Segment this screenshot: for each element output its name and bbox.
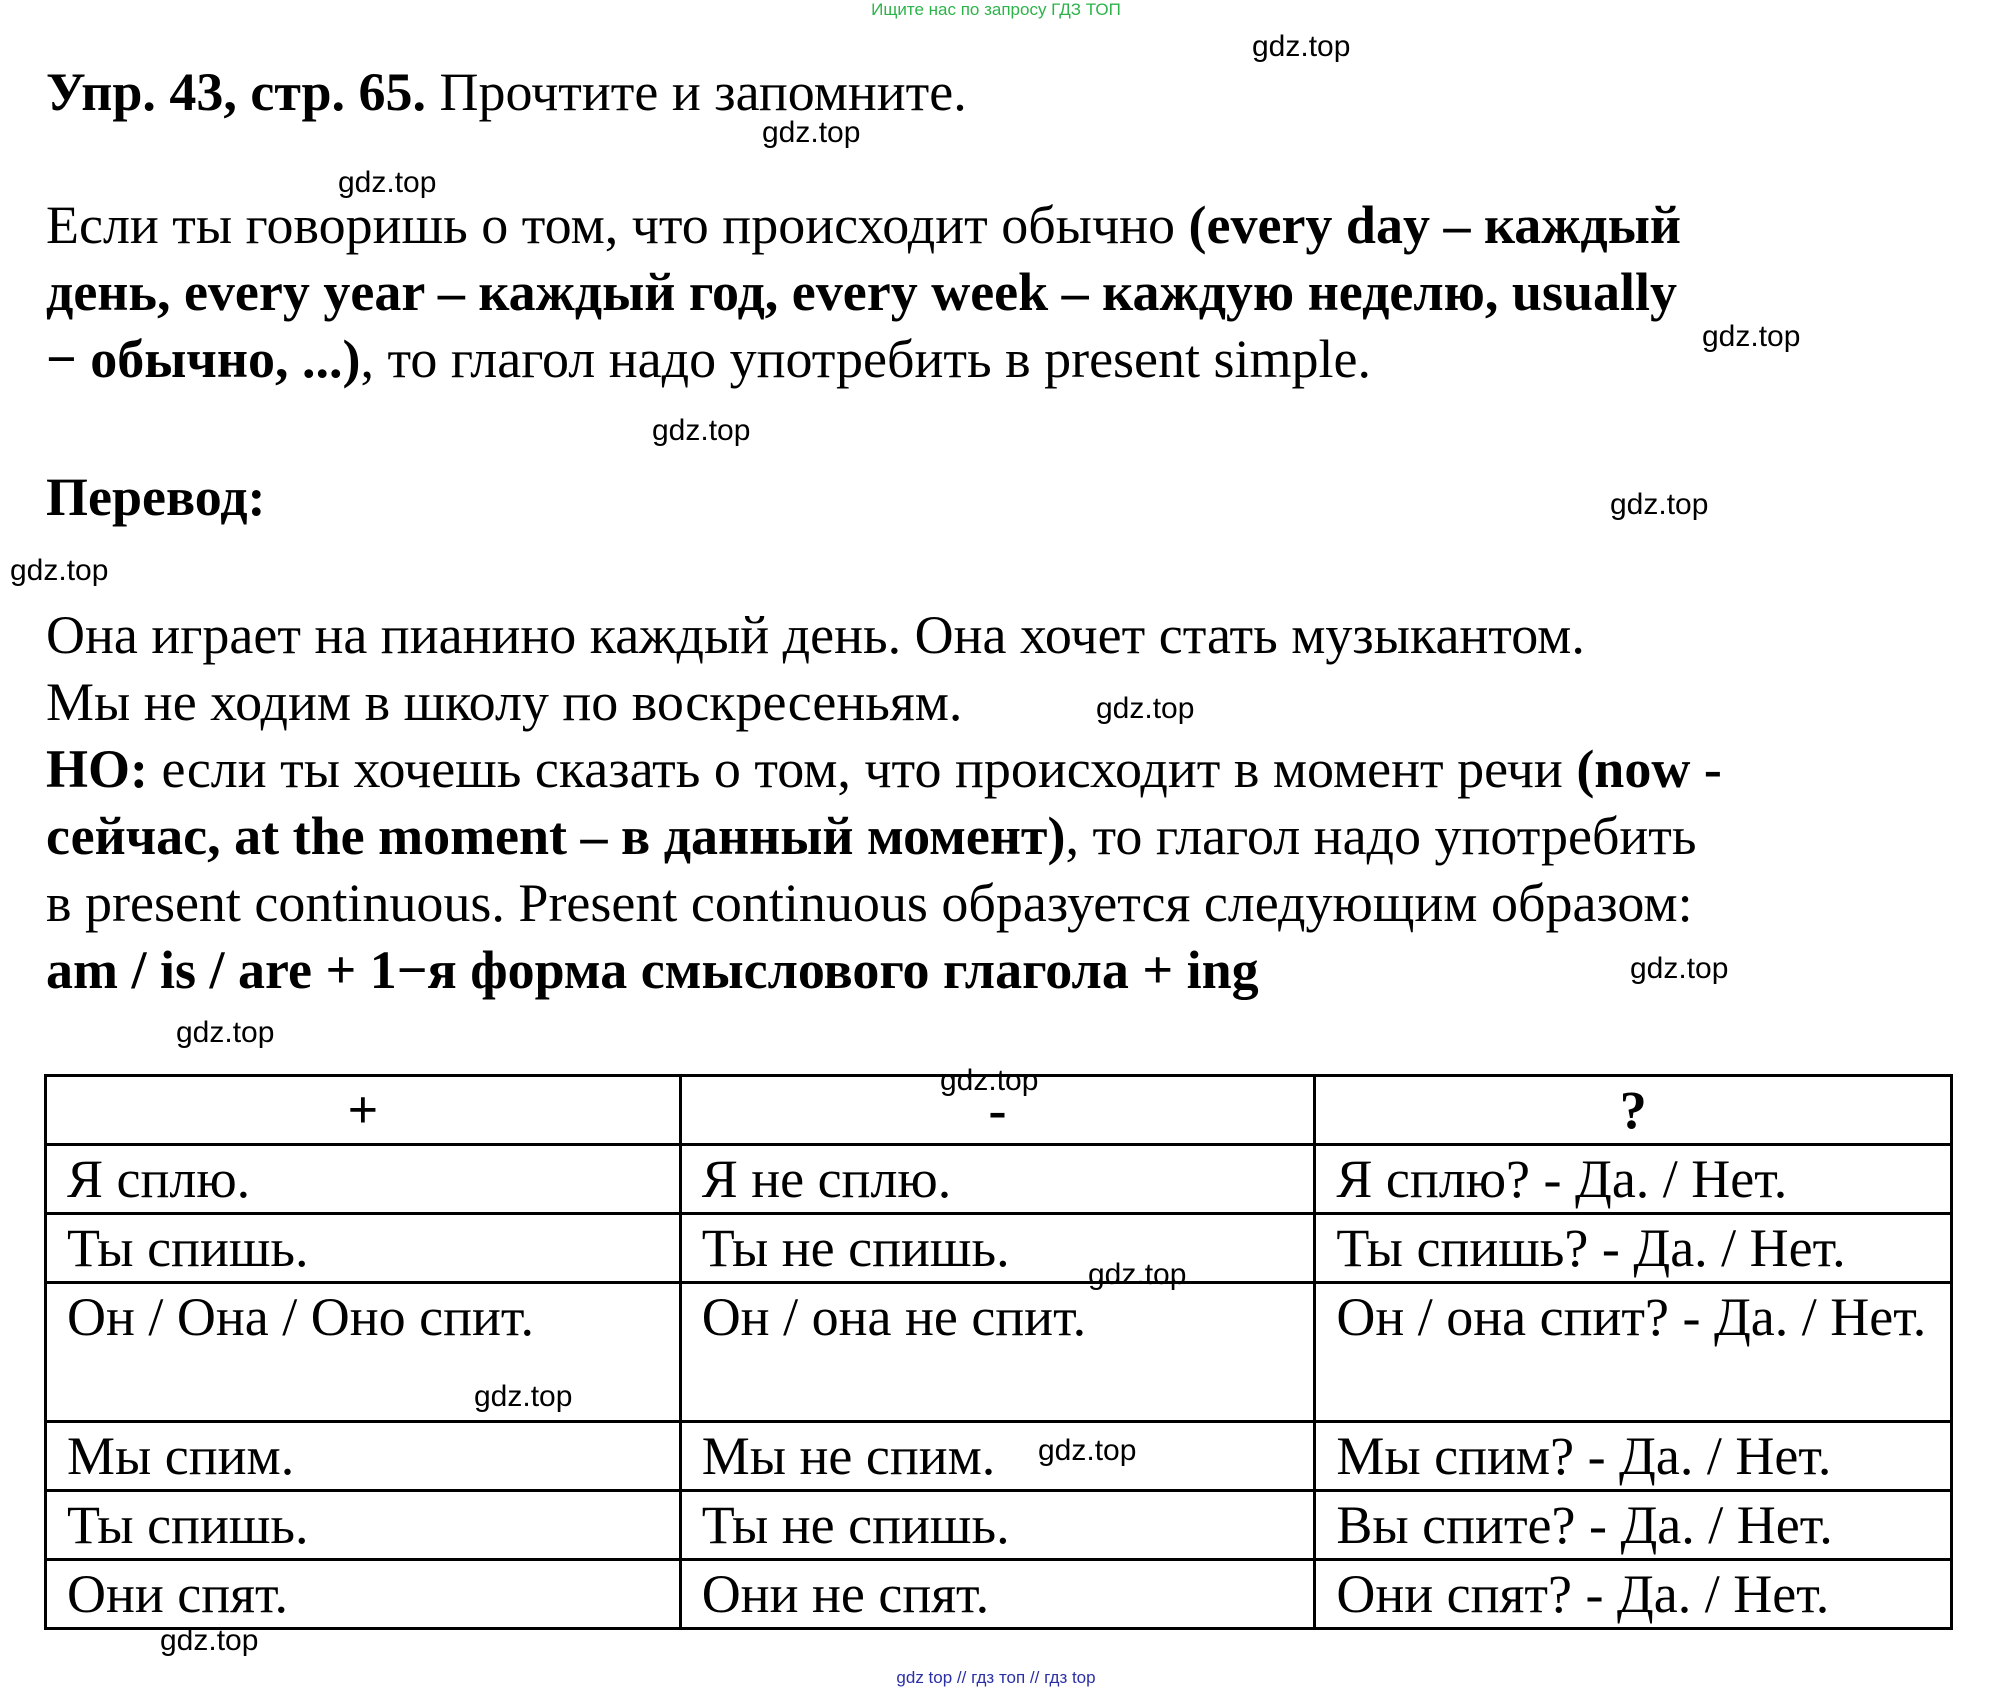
table-cell: Ты не спишь. <box>680 1491 1315 1560</box>
rule2-line1 <box>46 736 1722 803</box>
table-cell: Ты спишь. <box>46 1491 681 1560</box>
table-cell: Я не сплю. <box>680 1145 1315 1214</box>
rule1-line1 <box>46 192 1681 259</box>
table-cell: Он / Она / Оно спит. <box>46 1283 681 1422</box>
rule1-line3-text: , то глагол надо употребить в present simple. <box>360 329 1372 389</box>
table-cell: Они спят? - Да. / Нет. <box>1315 1560 1952 1629</box>
watermark: gdz.top <box>1610 488 1709 521</box>
rule1-line1-text: Если ты говоришь о том, что происходит обычно <box>46 195 1189 255</box>
formula-text: am / is / are + 1−я форма смыслового глагола + ing <box>46 940 1259 1000</box>
watermark: gdz.top <box>652 414 751 447</box>
rule2-line2 <box>46 803 1722 870</box>
table-cell: Он / она спит? - Да. / Нет. <box>1315 1283 1952 1422</box>
watermark: gdz.top <box>762 116 861 149</box>
rule1-line3 <box>46 326 1681 393</box>
exercise-instruction: Прочтите и запомните. <box>426 62 967 122</box>
watermark: gdz.top <box>1630 952 1729 985</box>
table-cell: Ты не спишь. <box>680 1214 1315 1283</box>
watermark: gdz.top <box>10 554 109 587</box>
watermark: gdz.top <box>1702 320 1801 353</box>
header-affirmative: + <box>46 1076 681 1145</box>
table-row <box>46 1283 1952 1422</box>
rule2-line2-text: , то глагол надо употребить <box>1065 806 1697 866</box>
table-row <box>46 1214 1952 1283</box>
rule2-line3: в present continuous. Present continuous образуется следующим образом: <box>46 873 1693 933</box>
watermark: gdz.top <box>1096 692 1195 725</box>
watermark: gdz.top <box>1088 1258 1187 1291</box>
watermark: gdz.top <box>338 166 437 199</box>
table-row <box>46 1491 1952 1560</box>
watermark: gdz.top <box>940 1064 1039 1097</box>
example-line-2: Мы не ходим в школу по воскресеньям. <box>46 672 963 732</box>
table-cell: Я сплю. <box>46 1145 681 1214</box>
table-cell: Мы не спим. <box>680 1422 1315 1491</box>
translation-heading: Перевод: <box>46 467 266 527</box>
example-line-1: Она играет на пианино каждый день. Она хочет стать музыкантом. <box>46 605 1585 665</box>
rule2-line2-bold: сейчас, at the moment – в данный момент) <box>46 806 1066 866</box>
header-question: ? <box>1315 1076 1952 1145</box>
table-cell: Ты спишь? - Да. / Нет. <box>1315 1214 1952 1283</box>
translation-block <box>46 602 1722 1004</box>
table-cell: Он / она не спит. <box>680 1283 1315 1422</box>
table-cell: Я сплю? - Да. / Нет. <box>1315 1145 1952 1214</box>
rule-present-simple <box>46 192 1681 393</box>
table-row <box>46 1560 1952 1629</box>
rule2-formula <box>46 937 1722 1004</box>
rule1-line2-bold: день, every year – каждый год, every week – каждую неделю, usually <box>46 262 1677 322</box>
rule2-line1-text: если ты хочешь сказать о том, что происходит в момент речи <box>148 739 1577 799</box>
bottom-links[interactable]: gdz top // гдз топ // гдз top <box>896 1668 1096 1687</box>
table-cell: Вы спите? - Да. / Нет. <box>1315 1491 1952 1560</box>
table-row <box>46 1422 1952 1491</box>
rule2-line1-bold: (now - <box>1576 739 1722 799</box>
table-cell: Мы спим. <box>46 1422 681 1491</box>
rule1-line1-bold: (every day – каждый <box>1188 195 1681 255</box>
watermark: gdz.top <box>160 1624 259 1657</box>
conjugation-table <box>44 1074 1953 1630</box>
table-row <box>46 1145 1952 1214</box>
watermark: gdz.top <box>1252 30 1351 63</box>
rule1-line2 <box>46 259 1681 326</box>
top-banner[interactable]: Ищите нас по запросу ГДЗ ТОП <box>871 0 1121 19</box>
table-cell: Мы спим? - Да. / Нет. <box>1315 1422 1952 1491</box>
watermark: gdz.top <box>1038 1434 1137 1467</box>
exercise-number: Упр. 43, стр. 65. <box>46 62 427 122</box>
exercise-title <box>46 60 967 124</box>
watermark: gdz.top <box>176 1016 275 1049</box>
table-cell: Ты спишь. <box>46 1214 681 1283</box>
table-cell: Они не спят. <box>680 1560 1315 1629</box>
rule1-line3-bold: − обычно, ...) <box>46 329 361 389</box>
rule2-but-label: НО: <box>46 739 148 799</box>
header-negative: - <box>680 1076 1315 1145</box>
table-cell: Они спят. <box>46 1560 681 1629</box>
watermark: gdz.top <box>474 1380 573 1413</box>
